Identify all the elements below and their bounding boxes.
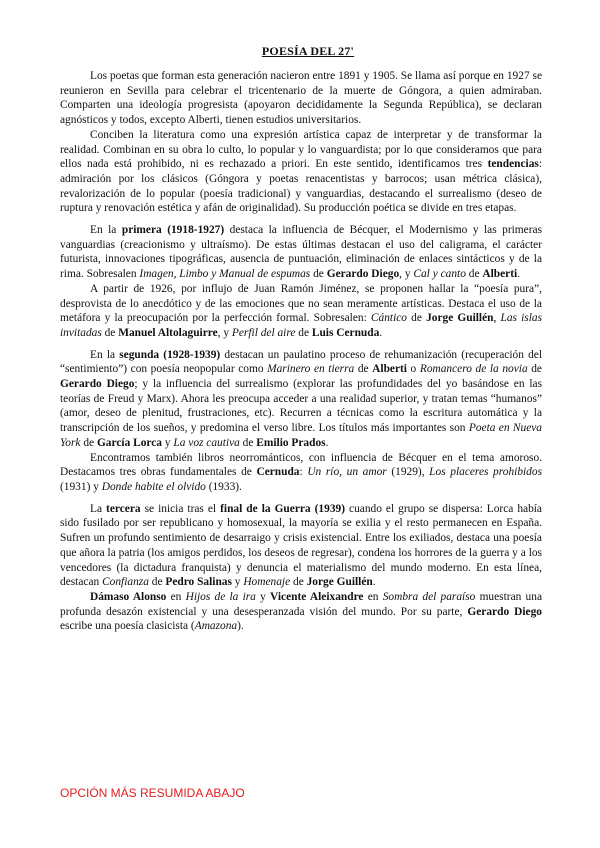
document-title: POESÍA DEL 27' (261, 44, 355, 58)
italic-title: Las islas invitadas (60, 312, 543, 339)
bold-author: Vicente Aleixandre (270, 590, 364, 603)
paragraph-poesia-pura (60, 282, 542, 341)
text-run: (1931) y (60, 480, 102, 493)
text-run: de (407, 312, 427, 325)
bold-author: Pedro Salinas (165, 576, 232, 589)
bold-author: Gerardo Diego (60, 378, 135, 391)
paragraph-tercera-etapa (60, 502, 542, 590)
text-run: (1929), (386, 466, 430, 479)
text-run: . (372, 576, 376, 589)
paragraph-primera-etapa (60, 223, 542, 282)
text-run: de (295, 326, 312, 339)
summary-option-note: OPCIÓN MÁS RESUMIDA ABAJO (60, 786, 245, 800)
text-run: muestran una profunda desazón existencial y una desesperanzada visión del mundo. Por su parte, (60, 590, 542, 618)
italic-title: Poeta en Nueva York (60, 422, 543, 449)
bold-author: Gerardo Diego (467, 605, 542, 618)
bold-author: Cernuda (256, 466, 300, 479)
text-run: En la (90, 224, 122, 237)
text-run: y (231, 576, 244, 589)
text-run: o (406, 363, 420, 376)
text-run: Conciben la literatura como una expresión artística capaz de interpretar y de transformar la realidad. Combinan en su obra lo culto, lo popular y lo vanguardista; por lo que consideramos que para ellos nada está prohibido, ni es rechazado a priori. En este sentido, identificamos tres (60, 128, 542, 171)
text-run: : admiración por los clásicos (Góngora y poetas renacentistas y barrocos; usan métrica clásica), revalorización de lo popular (poesía tradicional) y vanguardias, destacando el surrealismo (deseo de ruptura y renovación estética y afán de originalidad). Su producción poética se divide en tres etapas. (60, 158, 542, 215)
text-run: A partir de 1926, por influjo de Juan Ramón Jiménez, se proponen hallar la “poesía pura”, desprovista de lo anecdótico y de las emociones que no sean meramente artísticas. Destaca el uso de la metáfora y la preocupación por la perfección formal. Sobresalen: (60, 282, 542, 325)
text-run: cuando el grupo se dispersa: Lorca había sido fusilado por ser republicano y homosexual, la mayoría se exilia y el resto permanecen en España. Sufren un profundo sentimiento de desarraigo y crisis existencial. Entre los exiliados, destaca una poesía que añora la patria (los amigos perdidos, los deseos de regresar), condena los horrores de la guerra y a los vencedores (la dictadura franquista) y denuncia el materialismo del mundo moderno. En esta línea, destacan (60, 502, 542, 589)
italic-title: Un río, un amor (307, 466, 387, 479)
bold-term: segunda (1928-1939) (119, 348, 221, 361)
text-run: de (80, 436, 97, 449)
text-run: En la (90, 348, 120, 361)
text-run: de (148, 576, 166, 589)
bold-author: Alberti (482, 268, 518, 281)
bold-author: Luis Cernuda (311, 326, 380, 339)
text-run: de (527, 363, 542, 376)
text-run: , y (399, 268, 414, 281)
bold-author: Dámaso Alonso (90, 590, 167, 603)
italic-title: Los placeres prohibidos (429, 466, 542, 479)
text-run: escribe una poesía clasicista ( (60, 620, 195, 633)
bold-term: tercera (106, 502, 141, 515)
italic-title: Perfil del aire (231, 326, 296, 339)
bold-author: Emilio Prados (256, 436, 326, 449)
text-run: de (465, 268, 483, 281)
paragraph-damaso-aleixandre (60, 590, 542, 634)
text-run: y (255, 590, 271, 603)
italic-title: Confianza (102, 576, 149, 589)
paragraph-intro (60, 69, 542, 128)
bold-term: tendencias (487, 158, 539, 171)
text-run: ). (237, 620, 244, 633)
italic-title: Homenaje (243, 576, 291, 589)
text-run: destaca la influencia de Bécquer, el Modernismo y las primeras vanguardias (creacionismo y ultraísmo). De estas últimas destacan el uso del caligrama, el carácter futurista, innovaciones tipográficas, ausencia de puntuación, eliminación de enlaces sintácticos y de la rima. Sobresalen (60, 224, 543, 281)
bold-author: Gerardo Diego (326, 268, 400, 281)
bold-author: García Lorca (96, 436, 162, 449)
text-run: , (493, 312, 501, 325)
text-run: La (90, 502, 107, 515)
italic-title: Cántico (370, 312, 407, 325)
text-run: y (162, 436, 174, 449)
paragraph-segunda-etapa (60, 348, 542, 451)
italic-title: Marinero en tierra (267, 363, 355, 376)
paragraph-tendencias (60, 128, 542, 216)
italic-title: La voz cautiva (173, 436, 240, 449)
text-run: ; y la influencia del surrealismo (explorar las profundidades del yo basándose en las teorías de Freud y Marx). Ahora les preocupa acceder a una realidad superior, y tratan temas “humanos” (amor, deseo de plenitud, frustraciones, etc). Recurren a técnicas como la escritura automática y la transcripción de los sueños, y predomina el verso libre. Los títulos más importantes son (60, 378, 542, 435)
italic-title: Romancero de la novia (419, 363, 528, 376)
italic-title: Hijos de la ira (185, 590, 256, 603)
text-run: : (299, 466, 308, 479)
text-run: , y (217, 326, 232, 339)
bold-term: final de la Guerra (1939) (220, 502, 346, 515)
bold-author: Alberti (372, 363, 407, 376)
paragraph-neorromanticos (60, 451, 542, 495)
text-run: Encontramos también libros neorrománticos, con influencia de Bécquer en el tema amoroso. Destacamos tres obras fundamentales de (60, 451, 542, 479)
text-run: (1933). (205, 480, 242, 493)
text-run: destacan un paulatino proceso de rehumanización (recuperación del “sentimiento”) con poesía neopopular como (60, 348, 542, 376)
italic-title: Amazona (194, 620, 238, 633)
text-run: de (101, 326, 119, 339)
text-run: . (379, 326, 383, 339)
text-run: se inicia tras el (140, 502, 221, 515)
text-run: de (239, 436, 257, 449)
text-run: de (310, 268, 327, 281)
text-run: . (325, 436, 329, 449)
text-run: de (290, 576, 307, 589)
bold-author: Manuel Altolaguirre (118, 326, 218, 339)
text-run: de (354, 363, 373, 376)
text-run: . (517, 268, 521, 281)
italic-title: Sombra del paraíso (382, 590, 476, 603)
text-run: en (166, 590, 186, 603)
bold-author: Jorge Guillén (426, 312, 494, 325)
text-run: Los poetas que forman esta generación nacieron entre 1891 y 1905. Se llama así porque en 1927 se reunieron en Sevilla para celebrar el tricentenario de la muerte de Góngora, a quien admiraban. Comparten una ideología progresista (apoyaron decididamente la Segunda República), se declaran agnósticos y todos, excepto Alberti, tienen estudios universitarios. (60, 70, 542, 127)
bold-author: Jorge Guillén (306, 576, 373, 589)
bold-term: primera (1918-1927) (121, 224, 225, 237)
italic-title: Imagen, Limbo y Manual de espumas (139, 268, 311, 281)
text-run: en (363, 590, 383, 603)
italic-title: Cal y canto (413, 268, 466, 281)
italic-title: Donde habite el olvido (101, 480, 206, 493)
